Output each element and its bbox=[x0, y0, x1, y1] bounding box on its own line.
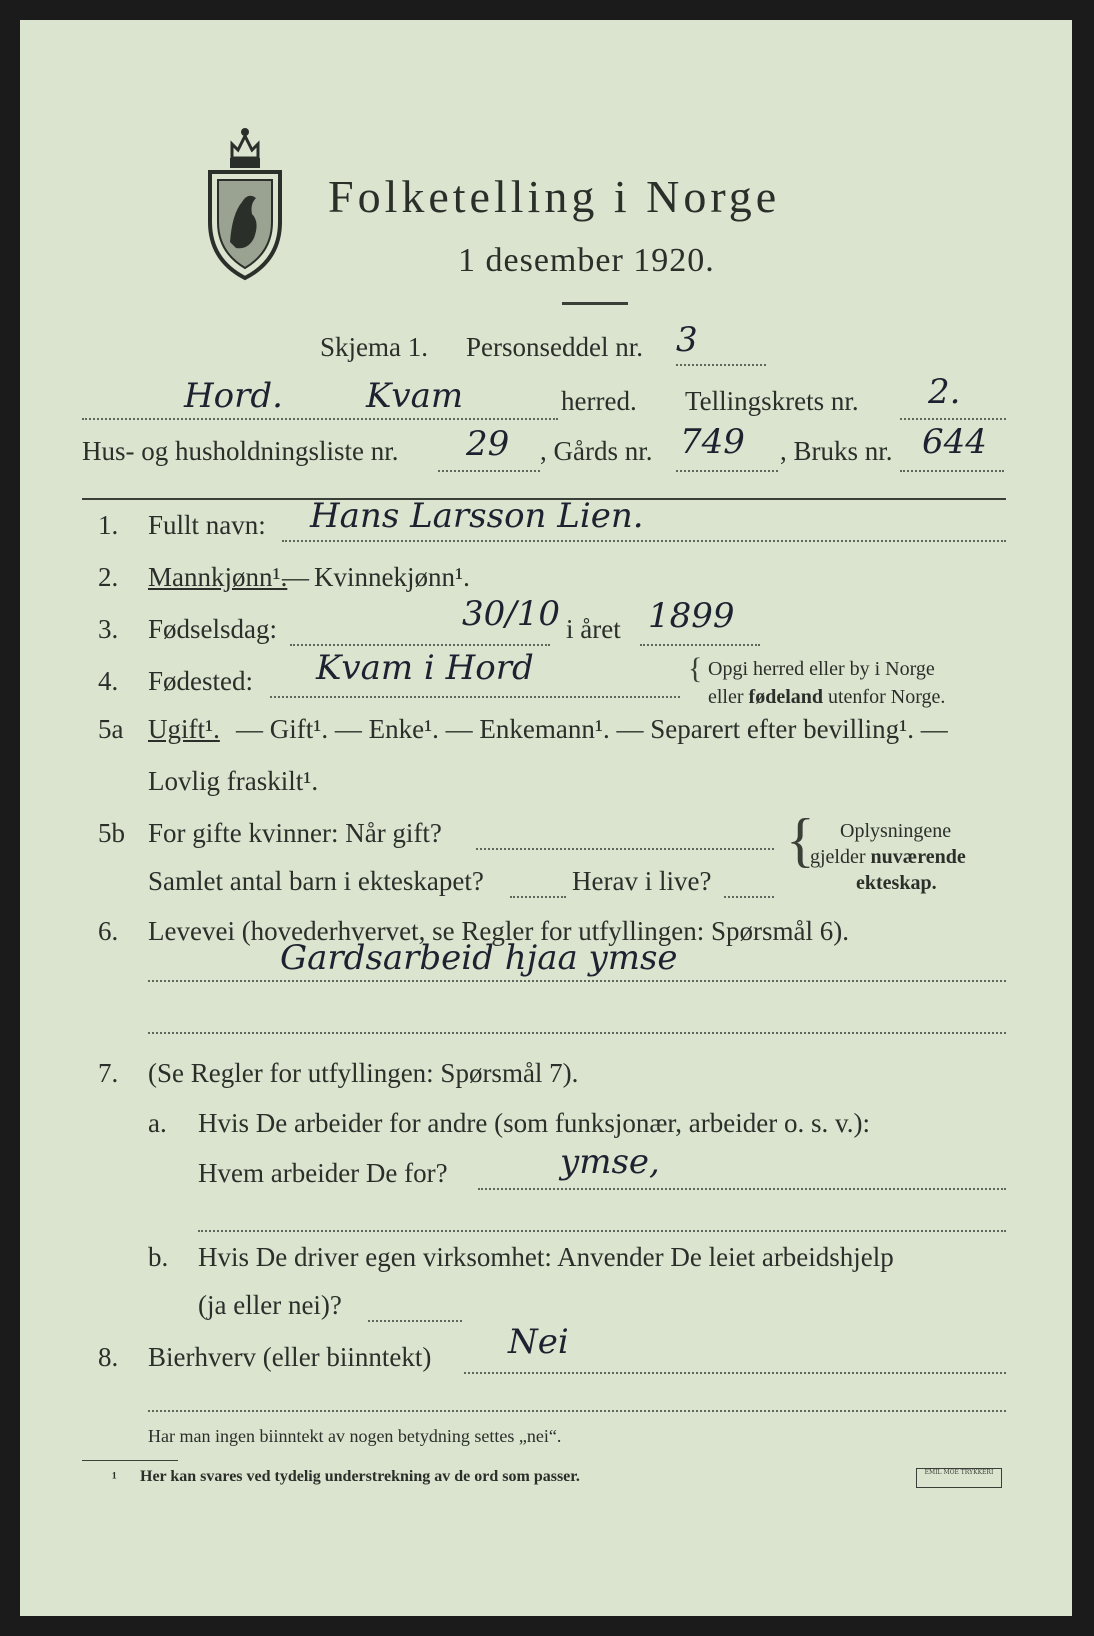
dotted-line bbox=[900, 470, 1004, 472]
employer-value: ymse, bbox=[560, 1142, 660, 1182]
dotted-line bbox=[148, 980, 1006, 982]
q7a-letter: a. bbox=[148, 1108, 167, 1138]
occupation-value: Gardsarbeid hjaa ymse bbox=[280, 938, 678, 978]
q5b-note-line2: gjelder nuværende bbox=[810, 846, 966, 868]
q3-label: Fødselsdag: bbox=[148, 614, 278, 644]
dotted-line bbox=[478, 1188, 1006, 1190]
q5b-alive: Herav i live? bbox=[572, 866, 712, 896]
dotted-line bbox=[510, 896, 566, 898]
unmarried-option: Ugift¹. bbox=[148, 714, 220, 744]
q4-label: Fødested: bbox=[148, 666, 253, 696]
dotted-line bbox=[640, 644, 760, 646]
tellingskrets-value: 2. bbox=[928, 372, 961, 412]
q7b-answer-label: (ja eller nei)? bbox=[198, 1290, 342, 1320]
q2-number: 2. bbox=[98, 562, 119, 592]
personseddel-value: 3 bbox=[676, 320, 698, 360]
divider bbox=[562, 302, 628, 305]
q7-number: 7. bbox=[98, 1058, 119, 1088]
q8-number: 8. bbox=[98, 1342, 119, 1372]
q8-label: Bierhverv (eller biinntekt) bbox=[148, 1342, 432, 1372]
dotted-line bbox=[464, 1372, 1006, 1374]
herred-label: herred. bbox=[561, 386, 637, 416]
q6-number: 6. bbox=[98, 916, 119, 946]
male-option: Mannkjønn¹. bbox=[148, 562, 288, 592]
dotted-line bbox=[900, 418, 1006, 420]
dotted-line bbox=[676, 364, 766, 366]
year-label: i året bbox=[566, 614, 621, 644]
dotted-line bbox=[724, 896, 774, 898]
dotted-line bbox=[148, 1410, 1006, 1412]
tellingskrets-label: Tellingskrets nr. bbox=[685, 386, 859, 416]
herred-value: Kvam bbox=[366, 376, 464, 416]
personseddel-label: Personseddel nr. bbox=[466, 332, 643, 362]
dotted-line bbox=[290, 644, 550, 646]
dotted-line bbox=[476, 848, 774, 850]
dotted-line bbox=[270, 696, 680, 698]
q5b-note-line1: Oplysningene bbox=[840, 820, 952, 842]
census-form bbox=[20, 20, 1072, 1616]
q5b-note-line3: ekteskap. bbox=[856, 872, 937, 894]
q5b-number: 5b bbox=[98, 818, 125, 848]
footnote-mark: ¹ bbox=[112, 1470, 117, 1487]
gards-label: , Gårds nr. bbox=[540, 436, 653, 466]
census-date: 1 desember 1920. bbox=[458, 242, 715, 279]
q7a-employer-label: Hvem arbeider De for? bbox=[198, 1158, 448, 1188]
q1-label: Fullt navn: bbox=[148, 510, 266, 540]
footnote-rule bbox=[82, 1460, 178, 1461]
hus-label: Hus- og husholdningsliste nr. bbox=[82, 436, 399, 466]
footnote-text: Her kan svares ved tydelig understrekning av de ord som passer. bbox=[140, 1468, 580, 1485]
q4-note-line2: eller fødeland utenfor Norge. bbox=[708, 686, 946, 708]
q7a-label: Hvis De arbeider for andre (som funksjonær, arbeider o. s. v.): bbox=[198, 1108, 870, 1138]
marital-options: — Gift¹. — Enke¹. — Enkemann¹. — Separert efter bevilling¹. — bbox=[236, 714, 948, 744]
sex-separator: — bbox=[282, 562, 309, 592]
birthplace-value: Kvam i Hord bbox=[316, 648, 534, 688]
printer-stamp: EMIL MOE TRYKKERI bbox=[916, 1468, 1002, 1488]
side-income-value: Nei bbox=[508, 1322, 569, 1362]
fylke-value: Hord. bbox=[184, 376, 283, 416]
q4-number: 4. bbox=[98, 666, 119, 696]
dotted-line bbox=[198, 1230, 1006, 1232]
gards-value: 749 bbox=[680, 422, 745, 462]
q1-number: 1. bbox=[98, 510, 119, 540]
brace: { bbox=[786, 807, 815, 873]
hus-value: 29 bbox=[466, 424, 510, 464]
q6-label: Levevei (hovederhvervet, se Regler for utfyllingen: Spørsmål 6). bbox=[148, 916, 850, 946]
footer-note: Har man ingen biinntekt av nogen betydning settes „nei“. bbox=[148, 1426, 562, 1446]
q5b-children: Samlet antal barn i ekteskapet? bbox=[148, 866, 484, 896]
q7-label: (Se Regler for utfyllingen: Spørsmål 7). bbox=[148, 1058, 579, 1088]
dotted-line bbox=[438, 470, 540, 472]
female-option: Kvinnekjønn¹. bbox=[314, 562, 470, 592]
birth-year-value: 1899 bbox=[648, 596, 735, 636]
dotted-line bbox=[676, 470, 778, 472]
dotted-line bbox=[282, 540, 1006, 542]
q7b-label: Hvis De driver egen virksomhet: Anvender De leiet arbeidshjelp bbox=[198, 1242, 894, 1272]
full-name-value: Hans Larsson Lien. bbox=[310, 496, 644, 536]
dotted-line bbox=[148, 1032, 1006, 1034]
bruks-label: , Bruks nr. bbox=[780, 436, 893, 466]
bruks-value: 644 bbox=[922, 422, 987, 462]
dotted-line bbox=[368, 1320, 462, 1322]
form-title: Folketelling i Norge bbox=[328, 171, 781, 222]
birth-date-value: 30/10 bbox=[462, 594, 560, 634]
norway-coat-of-arms bbox=[202, 122, 288, 282]
q4-note-line1: Opgi herred eller by i Norge bbox=[708, 658, 935, 680]
divorced-option: Lovlig fraskilt¹. bbox=[148, 766, 319, 796]
skjema-label: Skjema 1. bbox=[320, 332, 428, 362]
dotted-line bbox=[82, 418, 558, 420]
q5b-married-when: For gifte kvinner: Når gift? bbox=[148, 818, 442, 848]
brace: { bbox=[688, 652, 703, 685]
q3-number: 3. bbox=[98, 614, 119, 644]
q5a-number: 5a bbox=[98, 714, 124, 744]
q7b-letter: b. bbox=[148, 1242, 169, 1272]
